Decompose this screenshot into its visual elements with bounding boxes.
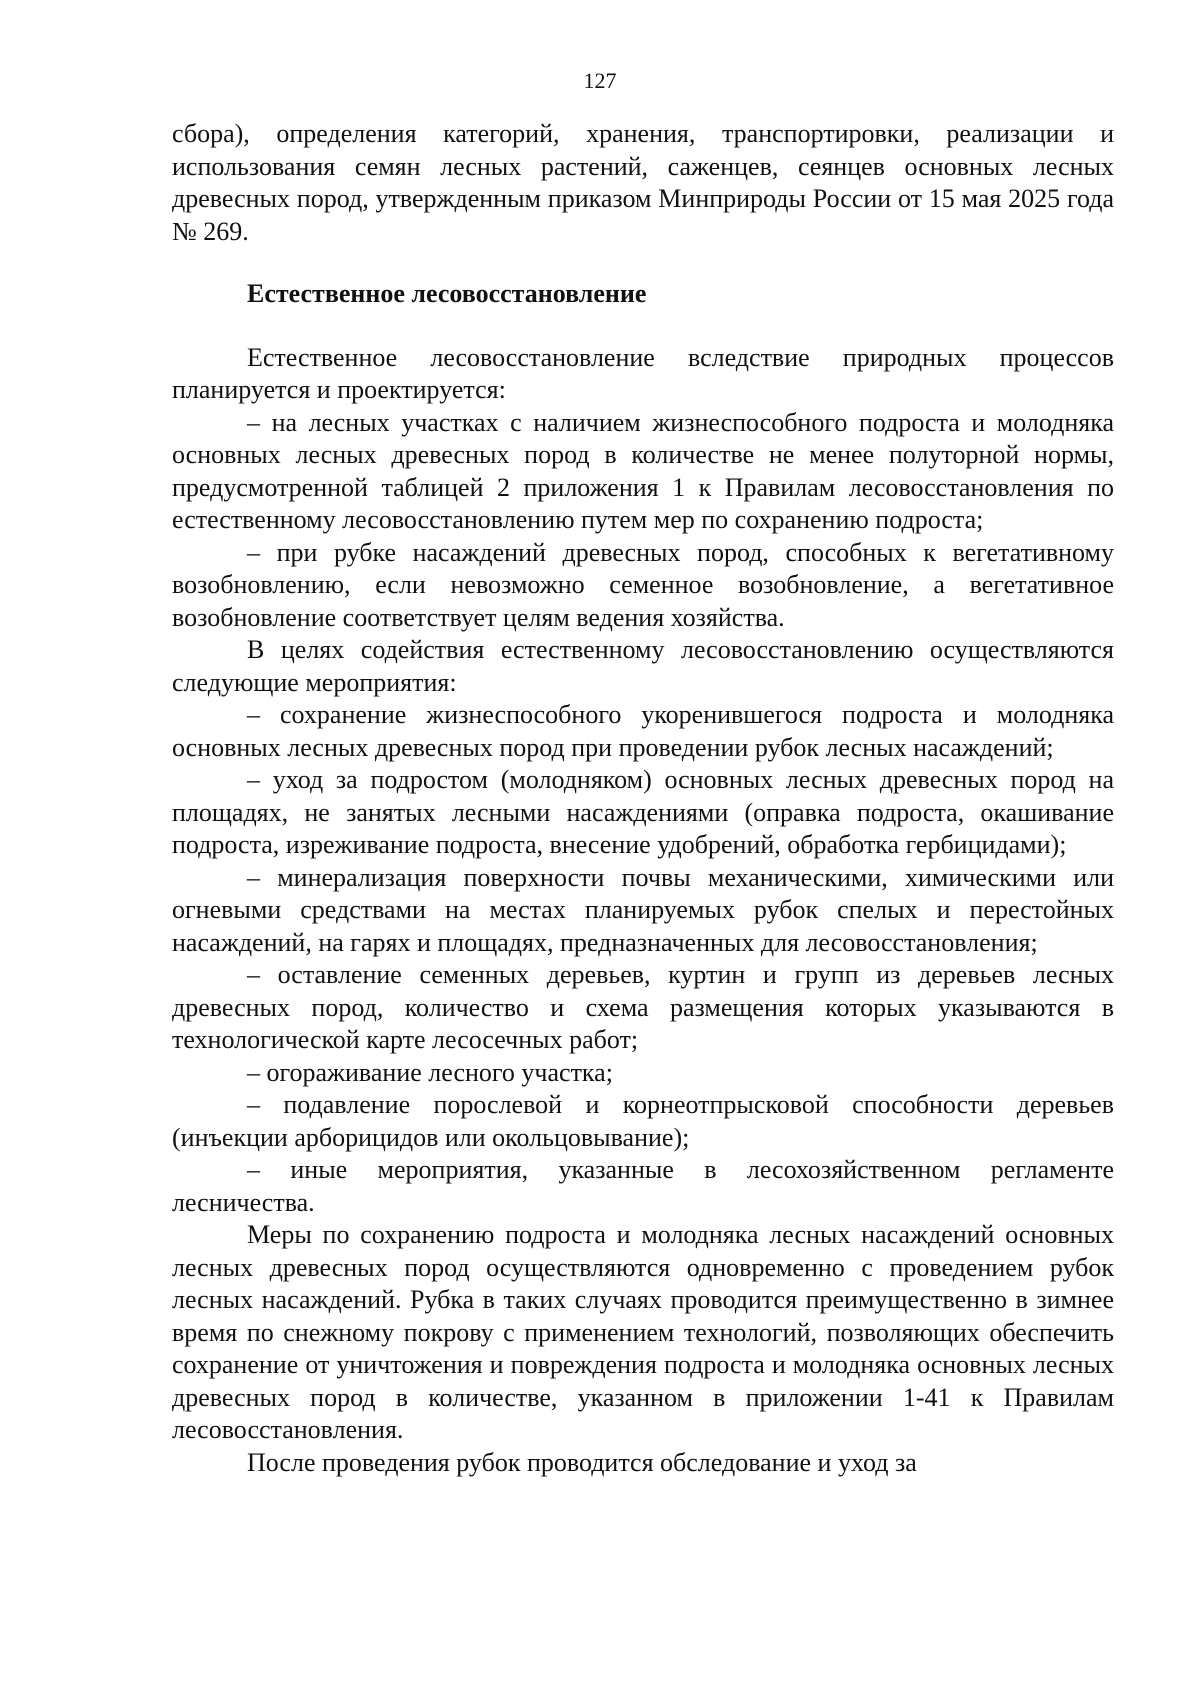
list-item: – при рубке насаждений древесных пород, способных к вегетативному возобновлению, если невозможно семенное возобновление, а вегетативное возобновление соответствует целям ведения хозяйства.: [172, 537, 1114, 632]
document-body: [172, 118, 1114, 1479]
list-item: – на лесных участках с наличием жизнеспособного подроста и молодняка основных лесных древесных пород в количестве не менее полуторной нормы, предусмотренной таблицей 2 приложения 1 к Правилам лесовосстановления по естественному лесовосстановлению путем мер по сохранению подроста;: [172, 407, 1114, 534]
paragraph: Естественное лесовосстановление вследствие природных процессов планируется и проектируется:: [172, 342, 1114, 404]
page-number: 127: [583, 68, 617, 93]
list-item: – минерализация поверхности почвы механическими, химическими или огневыми средствами на местах планируемых рубок спелых и перестойных насаждений, на гарях и площадях, предназначенных для лесовосстановления;: [172, 862, 1114, 957]
spacer: [172, 248, 1114, 278]
list-item: – иные мероприятия, указанные в лесохозяйственном регламенте лесничества.: [172, 1155, 1114, 1217]
list-item: – подавление порослевой и корнеотпрысковой способности деревьев (инъекции арборицидов или окольцовывание);: [172, 1090, 1114, 1152]
paragraph: Меры по сохранению подроста и молодняка лесных насаждений основных лесных древесных пород осуществляются одновременно с проведением рубок лесных насаждений. Рубка в таких случаях проводится преимущественно в зимнее время по снежному покрову с применением технологий, позволяющих обеспечить сохранение от уничтожения и повреждения подроста и молодняка основных лесных древесных пород в количестве, указанном в приложении 1-41 к Правилам лесовосстановления.: [172, 1220, 1114, 1444]
list-item: – уход за подростом (молодняком) основных лесных древесных пород на площадях, не занятых лесными насаждениями (оправка подроста, окашивание подроста, изреживание подроста, внесение удобрений, обработка гербицидами);: [172, 765, 1114, 859]
paragraph: После проведения рубок проводится обследование и уход за: [247, 1447, 917, 1477]
paragraph: В целях содействия естественному лесовосстановлению осуществляются следующие мероприятия:: [172, 635, 1114, 697]
list-item: – сохранение жизнеспособного укоренившегося подроста и молодняка основных лесных древесных пород при проведении рубок лесных насаждений;: [172, 700, 1114, 762]
intro-paragraph: сбора), определения категорий, хранения, транспортировки, реализации и использования семян лесных растений, саженцев, сеянцев основных лесных древесных пород, утвержденным приказом Минприроды России от 15 мая 2025 года № 269.: [172, 119, 1114, 246]
list-item: – огораживание лесного участка;: [247, 1057, 613, 1087]
section-heading: Естественное лесовосстановление: [247, 279, 647, 308]
spacer: [172, 311, 1114, 342]
list-item: – оставление семенных деревьев, куртин и групп из деревьев лесных древесных пород, количество и схема размещения которых указываются в технологической карте лесосечных работ;: [172, 960, 1114, 1054]
